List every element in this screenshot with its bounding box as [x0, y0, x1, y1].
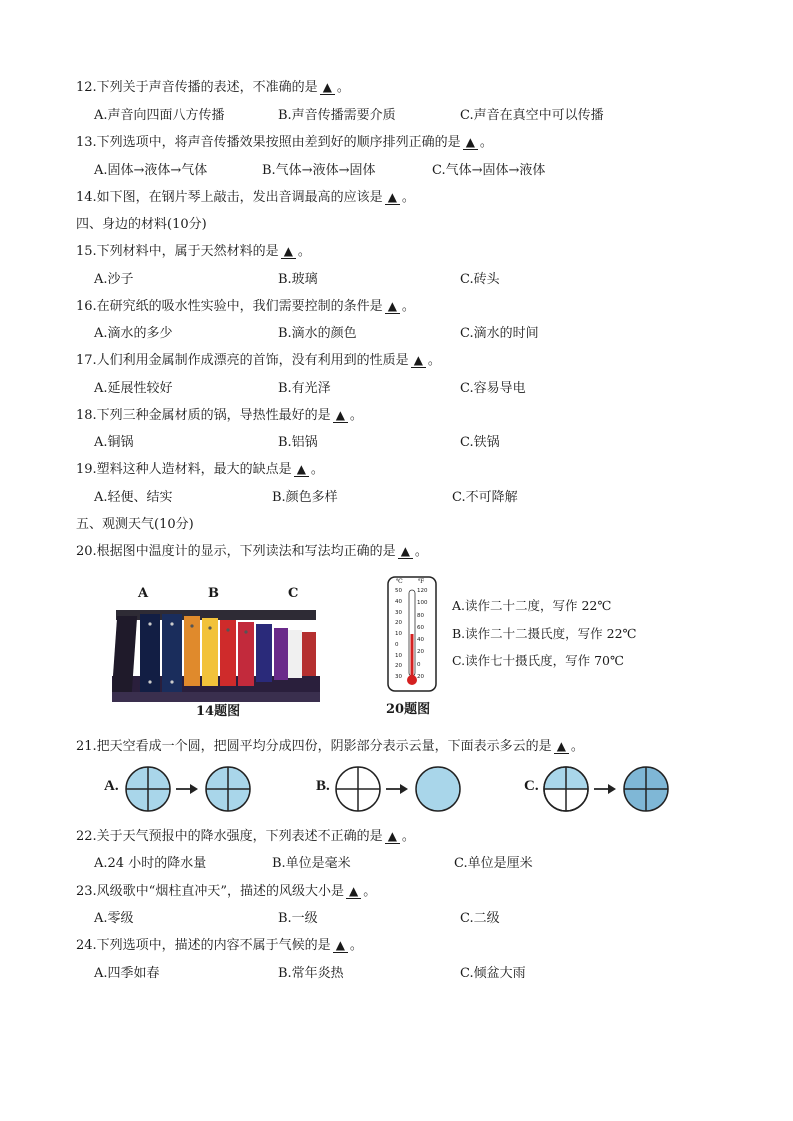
celsius-tick-label: 30 [395, 674, 402, 680]
fahrenheit-tick-label: 20 [417, 674, 424, 680]
option-a[interactable]: A.铜锅 [94, 435, 134, 450]
fahrenheit-unit: ℉ [418, 578, 425, 585]
question-19: 19.塑料这种人造材料，最大的缺点是 ▲ 。 [76, 462, 324, 477]
option-b[interactable]: B.读作二十二摄氏度，写作 22℃ [452, 626, 637, 641]
question-16: 16.在研究纸的吸水性实验中，我们需要控制的条件是 ▲ 。 [76, 299, 415, 314]
option-b[interactable]: B.颜色多样 [272, 490, 338, 505]
answer-blank[interactable]: ▲ [385, 190, 400, 205]
option-a[interactable]: A.四季如春 [94, 966, 160, 981]
question-15: 15.下列材料中，属于天然材料的是 ▲ 。 [76, 244, 311, 259]
cloud-diagram-c [542, 764, 684, 814]
figure-20-thermometer [384, 576, 440, 718]
question-stem: 17.人们利用金属制作成漂亮的首饰，没有利用到的性质是 [76, 353, 409, 368]
option-a[interactable]: A.轻便、结实 [94, 490, 173, 505]
option-c[interactable]: C.不可降解 [452, 490, 518, 505]
option-a[interactable]: A.固体→液体→气体 [94, 163, 208, 178]
option-b[interactable]: B.常年炎热 [278, 966, 344, 981]
celsius-tick-label: 30 [395, 609, 402, 616]
question-23: 23.风级歌中“烟柱直冲天”，描述的风级大小是 ▲ 。 [76, 884, 377, 899]
question-21: 21.把天空看成一个圆，把圆平均分成四份，阴影部分表示云量，下面表示多云的是 ▲ 。 [76, 739, 584, 754]
cloud-diagram-a [124, 764, 266, 814]
bar-label-a: A [138, 586, 149, 601]
option-c[interactable]: C.铁锅 [460, 435, 500, 450]
answer-blank[interactable]: ▲ [333, 938, 348, 953]
option-b[interactable]: B.玻璃 [278, 272, 318, 287]
question-13: 13.下列选项中，将声音传播效果按照由差到好的顺序排列正确的是 ▲ 。 [76, 135, 493, 150]
option-b[interactable]: B.声音传播需要介质 [278, 108, 396, 123]
question-stem: 22.关于天气预报中的降水强度，下列表述不正确的是 [76, 829, 383, 844]
question-stem: 12.下列关于声音传播的表述，不准确的是 [76, 80, 318, 95]
celsius-tick-label: 40 [395, 598, 402, 605]
bar-label-c: C [288, 586, 299, 601]
question-stem: 24.下列选项中，描述的内容不属于气候的是 [76, 938, 331, 953]
celsius-tick-label: 10 [395, 652, 402, 659]
answer-blank[interactable]: ▲ [398, 544, 413, 559]
celsius-tick-label: 50 [395, 588, 402, 594]
question-14: 14.如下图，在钢片琴上敲击，发出音调最高的应该是 ▲ 。 [76, 190, 415, 205]
question-stem: 19.塑料这种人造材料，最大的缺点是 [76, 462, 292, 477]
celsius-tick-label: 10 [395, 631, 402, 637]
figure-20-caption: 20题图 [386, 702, 431, 717]
answer-blank[interactable]: ▲ [281, 244, 296, 259]
option-a[interactable]: A.滴水的多少 [94, 326, 173, 341]
option-a[interactable]: A.沙子 [94, 272, 134, 287]
fahrenheit-tick-label: 40 [417, 637, 424, 644]
question-stem: 13.下列选项中，将声音传播效果按照由差到好的顺序排列正确的是 [76, 135, 461, 150]
option-b[interactable]: B. [316, 778, 330, 794]
answer-blank[interactable]: ▲ [320, 80, 335, 95]
option-b[interactable]: B.气体→液体→固体 [262, 163, 376, 178]
answer-blank[interactable]: ▲ [333, 408, 348, 423]
option-c[interactable]: C.气体→固体→液体 [432, 163, 546, 178]
option-a[interactable]: A.声音向四面八方传播 [94, 108, 225, 123]
option-c[interactable]: C. [524, 778, 539, 794]
bar-label-b: B [208, 586, 219, 601]
fahrenheit-tick-label: 120 [417, 588, 428, 594]
option-a[interactable]: A.延展性较好 [94, 381, 173, 396]
option-c[interactable]: C.容易导电 [460, 381, 526, 396]
fahrenheit-tick-label: 20 [417, 649, 424, 656]
figure-14-caption: 14题图 [196, 704, 241, 719]
question-22: 22.关于天气预报中的降水强度，下列表述不正确的是 ▲ 。 [76, 829, 415, 844]
celsius-tick-label: 20 [395, 620, 402, 627]
question-stem: 23.风级歌中“烟柱直冲天”，描述的风级大小是 [76, 884, 344, 899]
question-stem: 20.根据图中温度计的显示，下列读法和写法均正确的是 [76, 544, 396, 559]
option-c[interactable]: C.读作七十摄氏度，写作 70℃ [452, 653, 624, 668]
question-12: 12.下列关于声音传播的表述，不准确的是 ▲ 。 [76, 80, 350, 95]
section-heading-materials: 四、身边的材料(10分) [76, 217, 207, 232]
option-c[interactable]: C.砖头 [460, 272, 500, 287]
option-b[interactable]: B.单位是毫米 [272, 856, 351, 871]
answer-blank[interactable]: ▲ [411, 353, 426, 368]
answer-blank[interactable]: ▲ [463, 135, 478, 150]
option-a[interactable]: A.读作二十二度，写作 22℃ [452, 598, 612, 613]
answer-blank[interactable]: ▲ [346, 884, 361, 899]
option-c[interactable]: C.滴水的时间 [460, 326, 539, 341]
answer-blank[interactable]: ▲ [385, 829, 400, 844]
option-a[interactable]: A.24 小时的降水量 [94, 856, 207, 871]
question-24: 24.下列选项中，描述的内容不属于气候的是 ▲ 。 [76, 938, 363, 953]
answer-blank[interactable]: ▲ [294, 462, 309, 477]
option-a[interactable]: A.零级 [94, 911, 134, 926]
option-c[interactable]: C.倾盆大雨 [460, 966, 526, 981]
option-b[interactable]: B.有光泽 [278, 381, 331, 396]
celsius-tick-label: 0 [395, 641, 399, 648]
fahrenheit-tick-label: 0 [417, 661, 421, 668]
glockenspiel-image [112, 604, 320, 704]
answer-blank[interactable]: ▲ [554, 739, 569, 754]
question-18: 18.下列三种金属材质的锅，导热性最好的是 ▲ 。 [76, 408, 363, 423]
question-stem: 14.如下图，在钢片琴上敲击，发出音调最高的应该是 [76, 190, 383, 205]
question-20: 20.根据图中温度计的显示，下列读法和写法均正确的是 ▲ 。 [76, 544, 428, 559]
option-b[interactable]: B.一级 [278, 911, 318, 926]
question-17: 17.人们利用金属制作成漂亮的首饰，没有利用到的性质是 ▲ 。 [76, 353, 441, 368]
option-c[interactable]: C.单位是厘米 [454, 856, 533, 871]
figure-14-glockenspiel [112, 586, 320, 719]
fahrenheit-tick-label: 60 [417, 624, 424, 631]
question-stem: 16.在研究纸的吸水性实验中，我们需要控制的条件是 [76, 299, 383, 314]
option-c[interactable]: C.二级 [460, 911, 500, 926]
option-b[interactable]: B.铝锅 [278, 435, 318, 450]
question-stem: 21.把天空看成一个圆，把圆平均分成四份，阴影部分表示云量，下面表示多云的是 [76, 739, 552, 754]
fahrenheit-tick-label: 80 [417, 612, 424, 619]
option-c[interactable]: C.声音在真空中可以传播 [460, 108, 604, 123]
celsius-tick-label: 20 [395, 663, 402, 670]
question-stem: 15.下列材料中，属于天然材料的是 [76, 244, 279, 259]
option-a[interactable]: A. [104, 778, 119, 794]
option-b[interactable]: B.滴水的颜色 [278, 326, 357, 341]
question-stem: 18.下列三种金属材质的锅，导热性最好的是 [76, 408, 331, 423]
fahrenheit-tick-label: 100 [417, 600, 428, 607]
answer-blank[interactable]: ▲ [385, 299, 400, 314]
cloud-diagram-b [334, 764, 476, 814]
celsius-unit: ℃ [396, 578, 403, 585]
section-heading-weather: 五、观测天气(10分) [76, 517, 194, 532]
